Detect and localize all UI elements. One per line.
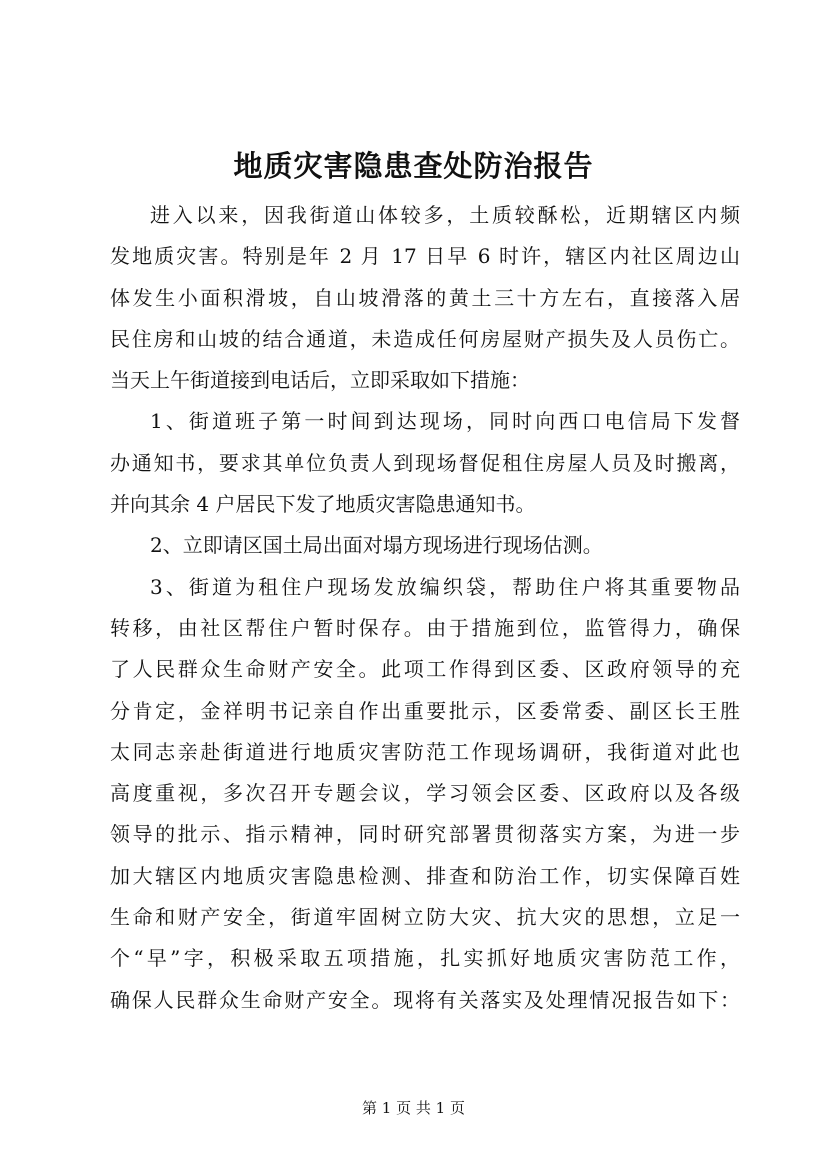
- body-text-line: 领导的批示、指示精神，同时研究部署贯彻落实方案，为进一步: [110, 822, 740, 847]
- document-title: 地质灾害隐患查处防治报告: [233, 149, 594, 183]
- body-text-line: 确保人民群众生命财产安全。现将有关落实及处理情况报告如下：: [110, 987, 740, 1012]
- body-text-line: 转移，由社区帮住户暂时保存。由于措施到位，监管得力，确保: [110, 615, 740, 640]
- body-text-line: 3、街道为租住户现场发放编织袋，帮助住户将其重要物品: [150, 574, 740, 599]
- body-text-line: 分肯定，金祥明书记亲自作出重要批示，区委常委、副区长王胜: [110, 698, 740, 723]
- body-text-line: 2、立即请区国土局出面对塌方现场进行现场估测。: [150, 533, 603, 558]
- body-text-line: 个“早”字，积极采取五项措施，扎实抓好地质灾害防范工作，: [110, 946, 740, 971]
- body-text-line: 生命和财产安全，街道牢固树立防大灾、抗大灾的思想，立足一: [110, 905, 740, 930]
- document-body: [110, 195, 740, 1021]
- page-footer: 第 1 页 共 1 页: [362, 1099, 465, 1117]
- body-text-line: 进入以来，因我街道山体较多，土质较酥松，近期辖区内频: [150, 203, 740, 227]
- body-text-line: 体发生小面积滑坡，自山坡滑落的黄土三十方左右，直接落入居: [110, 285, 740, 310]
- body-text-line: 高度重视，多次召开专题会议，学习领会区委、区政府以及各级: [110, 781, 740, 806]
- body-text-line: 并向其余 4 户居民下发了地质灾害隐患通知书。: [110, 492, 536, 517]
- body-text-line: 1、街道班子第一时间到达现场，同时向西口电信局下发督: [150, 409, 740, 434]
- body-text-line: 加大辖区内地质灾害隐患检测、排查和防治工作，切实保障百姓: [110, 863, 740, 888]
- body-text-line: 办通知书，要求其单位负责人到现场督促租住房屋人员及时搬离，: [110, 450, 740, 475]
- body-text-line: 发地质灾害。特别是年 2 月 17 日早 6 时许，辖区内社区周边山: [110, 244, 740, 269]
- body-text-line: 当天上午街道接到电话后，立即采取如下措施：: [110, 368, 530, 393]
- body-text-line: 了人民群众生命财产安全。此项工作得到区委、区政府领导的充: [110, 657, 740, 682]
- body-text-line: 太同志亲赴街道进行地质灾害防范工作现场调研，我街道对此也: [110, 739, 740, 764]
- body-text-line: 民住房和山坡的结合通道，未造成任何房屋财产损失及人员伤亡。: [110, 326, 740, 351]
